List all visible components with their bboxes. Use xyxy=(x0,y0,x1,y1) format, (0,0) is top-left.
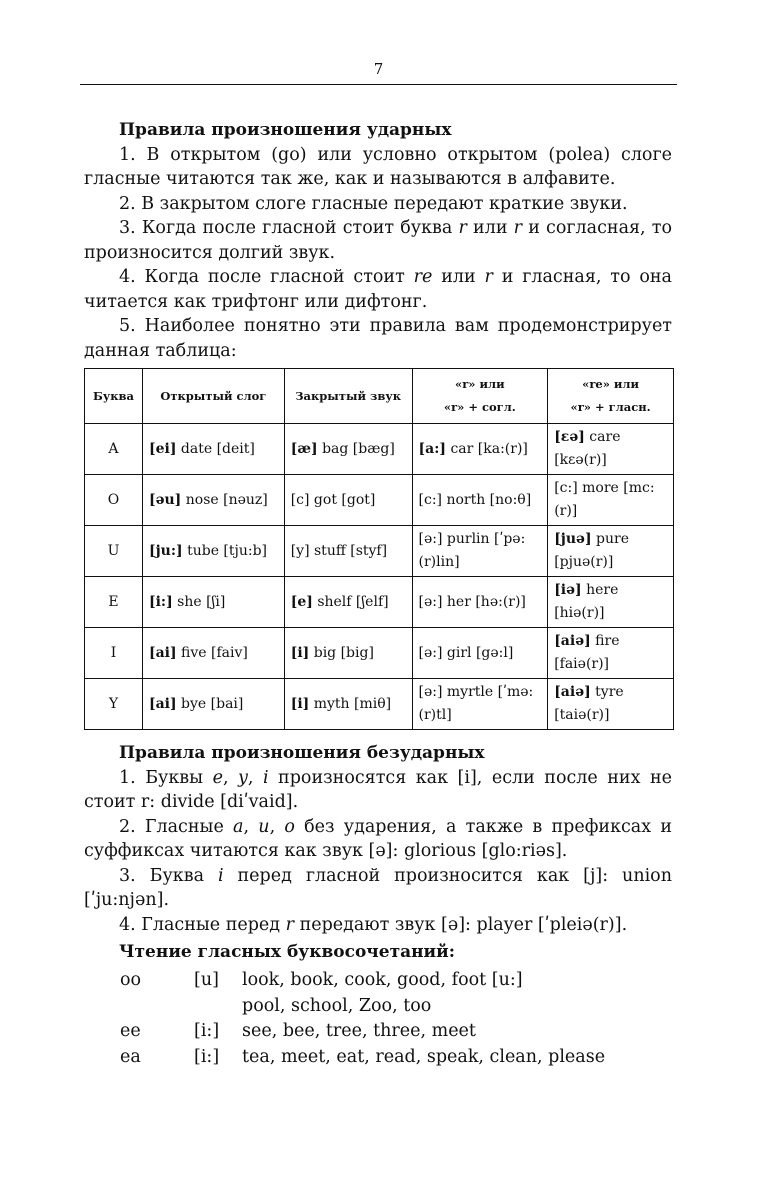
stressed-rule-5: 5. Наиболее понятно эти правила вам продемонстрирует данная таблица: xyxy=(84,316,672,361)
pronunciation-table xyxy=(84,368,674,730)
header-open: Открытый слог xyxy=(142,369,284,424)
header-re: «re» или «r» + гласн. xyxy=(548,369,674,424)
header-letter: Буква xyxy=(85,369,143,424)
list-item: ee [i:] see, bee, tree, three, meet xyxy=(120,1021,476,1041)
combos-heading: Чтение гласных буквосочетаний: xyxy=(119,942,456,962)
table-row: A [ei] date [deit] [æ] bag [bæg] [a:] car [ka:(r)] [ɛə] care [kɛə(r)] xyxy=(85,424,674,475)
table-row: U [ju:] tube [tju:b] [y] stuff [styf] [ə:] purlin [ʹpə:(r)lin] [juə] pure [pjuə(r)] xyxy=(85,526,674,577)
stressed-rule-1: 1. В открытом (go) или условно открытом (polea) слоге гласные читаются так же, как и называются в алфавите. xyxy=(84,144,672,189)
header-rule xyxy=(80,84,677,85)
list-item: oo [u] look, book, cook, good, foot [u:] xyxy=(120,970,523,990)
list-item: pool, school, Zoo, too xyxy=(242,995,432,1016)
stressed-section xyxy=(84,118,672,363)
combos-section xyxy=(84,940,672,965)
stressed-rule-4: 4. Когда после гласной стоит re или r и гласная, то она читается как трифтонг или дифтонг. xyxy=(84,267,672,312)
table-row: E [i:] she [ʃi] [e] shelf [ʃelf] [ə:] her [hə:(r)] [iə] here [hiə(r)] xyxy=(85,577,674,628)
table-row: Y [ai] bye [bai] [i] myth [miθ] [ə:] myrtle [ʹmə:(r)tl] [aiə] tyre [taiə(r)] xyxy=(85,679,674,730)
unstressed-section xyxy=(84,741,672,937)
table-row: O [əu] nose [nəuz] [c] got [got] [c:] north [no:θ] [c:] more [mc:(r)] xyxy=(85,475,674,526)
stressed-rule-2: 2. В закрытом слоге гласные передают краткие звуки. xyxy=(119,193,628,214)
stressed-heading: Правила произношения ударных xyxy=(119,120,452,140)
table-header-row xyxy=(85,369,674,424)
header-r: «r» или «r» + согл. xyxy=(412,369,548,424)
combos-list xyxy=(120,968,662,1070)
unstressed-rule-2: 2. Гласные a, u, o без ударения, а также в префиксах и суффиксах читаются как звук [ə]: glorious [glo:riəs]. xyxy=(84,816,672,861)
table-row: I [ai] five [faiv] [i] big [big] [ə:] girl [gə:l] [aiə] fire [faiə(r)] xyxy=(85,628,674,679)
unstressed-rule-4: 4. Гласные перед r передают звук [ə]: player [ʹpleiə(r)]. xyxy=(119,914,628,935)
unstressed-rule-1: 1. Буквы e, y, i произносятся как [i], если после них не стоит r: divide [diʹvaid]. xyxy=(84,767,672,812)
stressed-rule-3: 3. Когда после гласной стоит буква r или r и согласная, то произносится долгий звук. xyxy=(84,218,672,263)
unstressed-rule-3: 3. Буква i перед гласной произносится как [j]: union [ʹju:njən]. xyxy=(84,865,672,910)
header-closed: Закрытый звук xyxy=(284,369,412,424)
page-number: 7 xyxy=(373,60,384,78)
list-item: ea [i:] tea, meet, eat, read, speak, clean, please xyxy=(120,1046,606,1067)
unstressed-heading: Правила произношения безударных xyxy=(119,743,485,763)
